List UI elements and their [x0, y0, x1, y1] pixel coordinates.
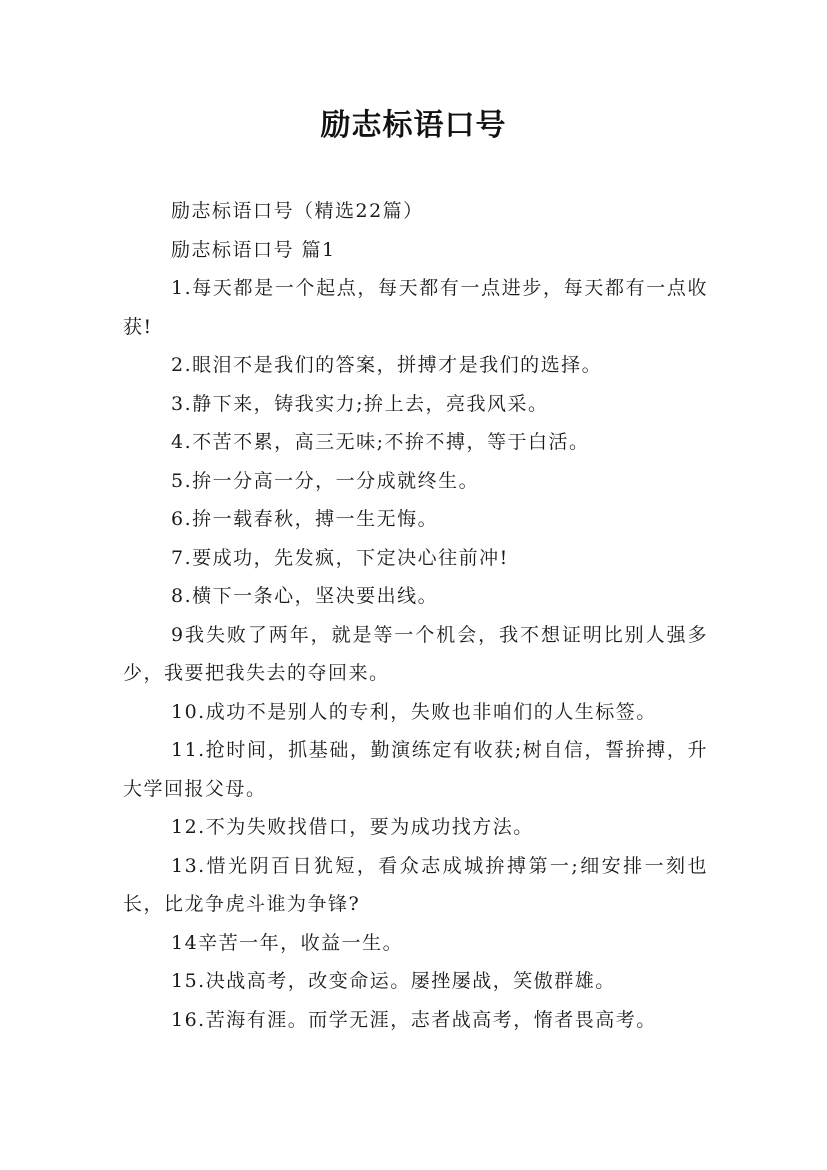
- slogan-item: 1.每天都是一个起点，每天都有一点进步，每天都有一点收获!: [123, 277, 708, 338]
- document-title: 励志标语口号: [320, 108, 507, 143]
- slogan-item: 2.眼泪不是我们的答案，拼搏才是我们的选择。: [171, 354, 603, 376]
- slogan-item: 7.要成功，先发疯，下定决心往前冲!: [171, 546, 509, 569]
- slogan-item: 14辛苦一年，收益一生。: [171, 931, 404, 954]
- slogan-item: 16.苦海有涯。而学无涯，志者战高考，惰者畏高考。: [171, 1008, 657, 1031]
- section-heading: 励志标语口号 篇1: [171, 238, 336, 261]
- slogan-item: 5.拚一分高一分，一分成就终生。: [171, 469, 480, 492]
- document-body: [123, 192, 708, 1039]
- slogan-item: 10.成功不是别人的专利，失败也非咱们的人生标签。: [171, 700, 657, 723]
- slogan-item: 9我失败了两年，就是等一个机会，我不想证明比别人强多少，我要把我失去的夺回来。: [123, 623, 708, 684]
- slogan-item: 13.惜光阴百日犹短，看众志成城拚搏第一;细安排一刻也长，比龙争虎斗谁为争锋?: [123, 854, 708, 915]
- slogan-item: 11.抢时间，抓基础，勤演练定有收获;树自信，誓拚搏，升大学回报父母。: [123, 739, 708, 800]
- slogan-item: 4.不苦不累，高三无味;不拚不搏，等于白活。: [171, 431, 590, 453]
- slogan-item: 8.横下一条心，坚决要出线。: [171, 585, 439, 607]
- subtitle: 励志标语口号（精选22篇）: [171, 200, 424, 222]
- slogan-item: 6.拚一载春秋，搏一生无悔。: [171, 508, 439, 530]
- slogan-item: 12.不为失败找借口，要为成功找方法。: [171, 816, 534, 838]
- slogan-item: 15.决战高考，改变命运。屡挫屡战，笑傲群雄。: [171, 970, 616, 992]
- slogan-item: 3.静下来，铸我实力;拚上去，亮我风采。: [171, 392, 549, 415]
